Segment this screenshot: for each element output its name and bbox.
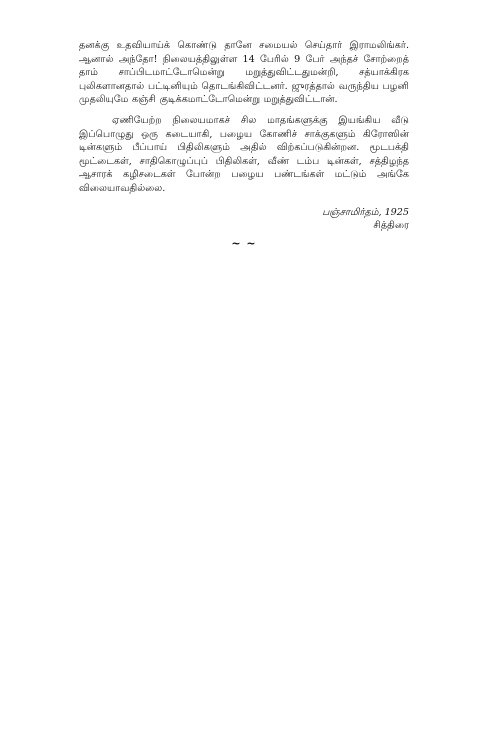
paragraph-1: தனக்கு உதவியாய்க் கொண்டு தானே சமையல் செய்தார் இராமலிங்கர். ஆனால் அந்தோ! நிலையத்திலுள்ள 14 பேரில் 9 பேர் அந்தச் சோற்றைத் தாம் சாப்பிடமாட்டோமென்று மறுத்துவிட்டதுமன்றி, சத்யாக்கிரக புலிகளானதால் பட்டினியும் தொடங்கிவிட்டனர். ஜுரத்தால் வருந்திய பழனி முதலியுமே கஞ்சி குடிக்கமாட்டோமென்று மறுத்துவிட்டான். xyxy=(79,40,409,106)
document-page xyxy=(79,39,409,251)
source-line: பஞ்சாமிர்தம், 1925 xyxy=(322,206,409,218)
month-line: சித்திரை xyxy=(373,220,409,232)
paragraph-2: ஏணியேற்ற நிலையமாகச் சில மாதங்களுக்கு இயங்கிய வீடு இப்பொழுது ஒரு கடையாகி, பழைய கோணிச் சாக்குகளும் கிரோஸின் டின்களும் பீப்பாய் பிதிலிகளும் அதில் விற்கப்படுகின்றன. மூடபக்தி மூட்டைகள், சாதிகொழுப்புப் பிதிலிகள், வீண் டம்ப டின்கள், சத்திழந்த ஆசாரக் கழிசடைகள் போன்ற பழைய பண்டங்கள் மட்டும் அங்கே விலையாவதில்லை. xyxy=(79,114,409,194)
signoff-block xyxy=(79,206,409,233)
section-divider: ~ ~ xyxy=(231,236,257,250)
